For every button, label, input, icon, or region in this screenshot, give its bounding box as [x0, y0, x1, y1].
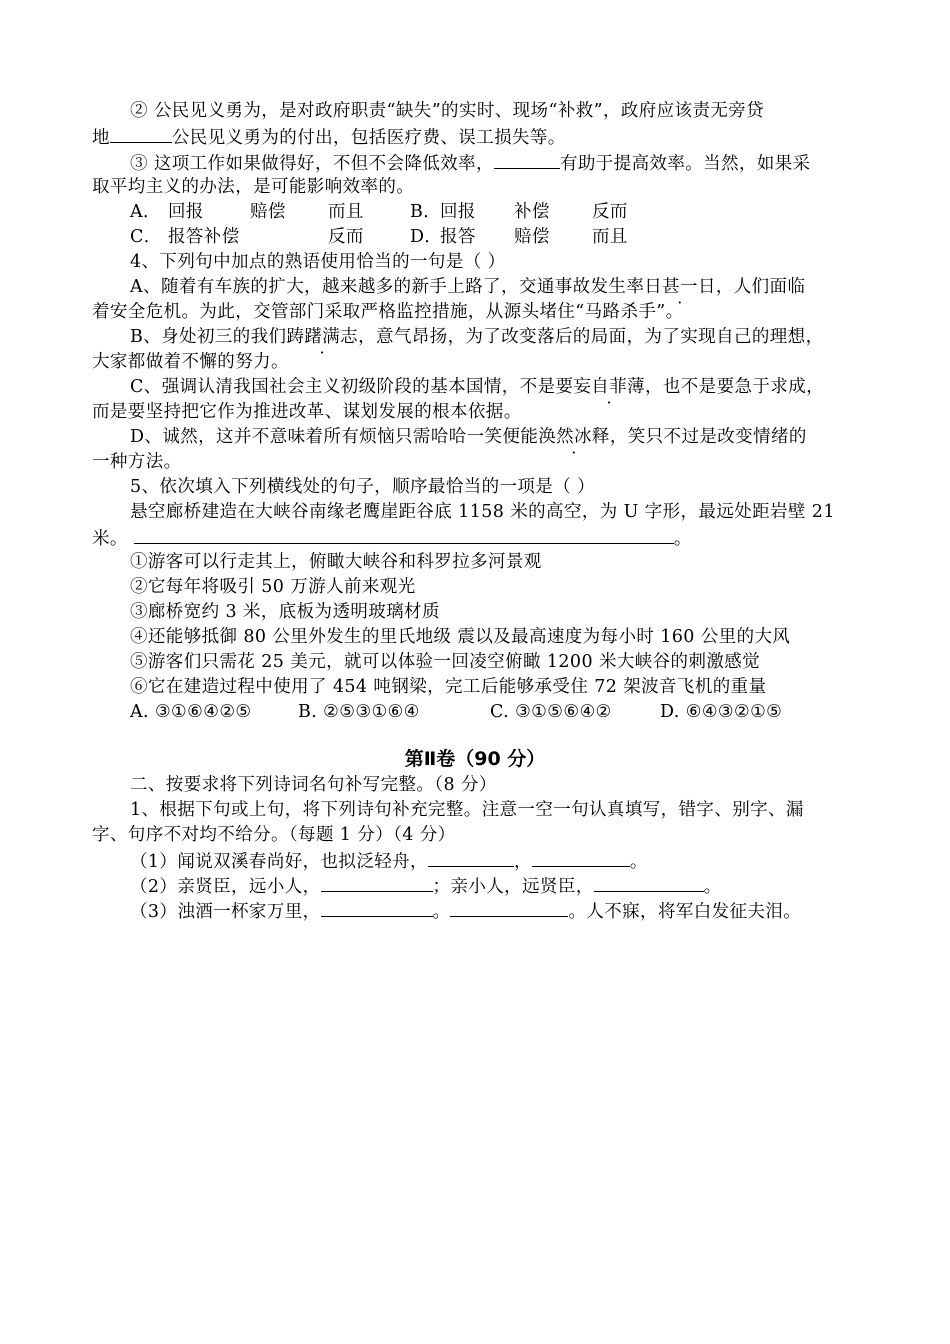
fill-blank[interactable] [494, 150, 560, 169]
part2-q1-text-2: 字、句序不对均不给分。（每题 1 分）（4 分） [92, 825, 456, 845]
fill-blank[interactable] [450, 898, 568, 917]
poem-3-end: 。人不寐，将军白发征夫泪。 [568, 902, 802, 922]
q3-item2-text-b2: 公民见义勇为的付出，包括医疗费、误工损失等。 [171, 128, 566, 148]
poem-3-text: （3）浊酒一杯家万里， [130, 902, 321, 922]
option-letter: D． [410, 227, 443, 247]
poem-line-3 [130, 898, 910, 924]
poem-2-text: （2）亲贤臣，远小人， [130, 877, 321, 897]
fill-blank[interactable] [594, 873, 704, 892]
part2-section-text: 二、按要求将下列诗词名句补写完整。（8 分） [130, 775, 497, 795]
q4-d-text: D、诚然，这并不意味着所有烦恼只需哈哈一笑便能 [130, 427, 539, 447]
poem-3-mid: 。 [432, 902, 451, 922]
q4-a-idiom: 日甚一日 [644, 277, 716, 297]
q3-item2-line2 [92, 124, 872, 150]
q3-item3-text-b: 取平均主义的办法，是可能影响效率的。 [92, 177, 415, 197]
q4-stem [130, 250, 910, 274]
option-word: 回报 [440, 202, 476, 222]
q4-option-d-line1 [130, 425, 910, 449]
q5-item-text: ②它每年将吸引 50 万游人前来观光 [130, 577, 416, 597]
option-letter: A． [130, 202, 161, 222]
q5-item-text: ④还能够抵御 80 公里外发生的里氏地级 震以及最高速度为每小时 160 公里的大风 [130, 627, 791, 647]
q3-options-row2 [130, 225, 910, 249]
part2-section [130, 773, 910, 797]
option-word: 回报 [168, 202, 204, 222]
q3-item2-line1 [130, 99, 910, 123]
q3-item2-text-a: ② 公民见义勇为，是对政府职责“缺失”的实时、现场“补救”，政府应该责无旁贷 [130, 101, 765, 121]
option-letter: C． [130, 227, 162, 247]
option-letter: B． [410, 202, 442, 222]
poem-2-end: 。 [703, 877, 722, 897]
part2-q1-line2 [92, 823, 872, 847]
q4-b-text-2: 大家都做着不懈的努力。 [92, 352, 289, 372]
option-word: 而且 [592, 227, 628, 247]
fill-blank-long[interactable] [134, 525, 674, 544]
fill-blank[interactable] [110, 124, 172, 143]
fill-blank[interactable] [532, 848, 630, 867]
q5-item-text: ③廊桥宽约 3 米，底板为透明玻璃材质 [130, 602, 440, 622]
option-word: 报答 [440, 227, 476, 247]
poem-line-2 [130, 873, 910, 899]
q5-passage-text: 悬空廊桥建造在大峡谷南缘老鹰崖距谷底 1158 米的高空，为 U 字形，最远处距岩壁 21 [130, 502, 835, 522]
q4-stem-text: 4、下列句中加点的熟语使用恰当的一句是（ ） [130, 252, 506, 272]
q5-option: C. ③①⑤⑥④② [490, 702, 612, 722]
q4-option-d-line2 [92, 450, 872, 474]
q4-option-a-line2 [92, 300, 872, 324]
q4-d-text-2: 一种方法。 [92, 452, 182, 472]
poem-line-1 [130, 848, 910, 874]
q4-a-text-2: 着安全危机。为此，交管部门采取严格监控措施，从源头堵住“马路杀手”。 [92, 302, 684, 322]
q5-options [130, 700, 910, 724]
q4-option-b-line2 [92, 350, 872, 374]
q4-b-text: B、身处初三的我们 [130, 327, 287, 347]
q5-passage-text-2: 米。 [92, 529, 128, 549]
q4-c-text: C、强调认清我国社会主义初级阶段的基本国情，不是要 [130, 377, 574, 397]
option-word: 反而 [328, 227, 364, 247]
poem-2-mid: ；亲小人，远贤臣， [432, 877, 594, 897]
q4-c-text-post: ，也不是要急于求成， [645, 377, 824, 397]
q5-item [130, 600, 910, 624]
q4-option-c-line1 [130, 375, 910, 399]
q3-item3-text-a2: 有助于提高效率。当然，如果采 [559, 154, 811, 174]
q4-c-text-2: 而是要坚持把它作为推进改革、谋划发展的根本依据。 [92, 402, 522, 422]
poem-1-sep: ， [513, 852, 532, 872]
q5-item [130, 550, 910, 574]
q4-option-c-line2 [92, 400, 872, 424]
q4-option-a-line1 [130, 275, 910, 299]
q3-item3-text-a1: ③ 这项工作如果做得好，不但不会降低效率， [130, 154, 494, 174]
q3-item3-line1 [130, 150, 910, 176]
q3-item2-text-b1: 地 [92, 128, 110, 148]
q5-stem-text: 5、依次填入下列横线处的句子，顺序最恰当的一项是（ ） [130, 477, 595, 497]
q5-passage-line2 [92, 525, 872, 551]
q3-item3-line2 [92, 175, 872, 199]
fill-blank[interactable] [321, 898, 433, 917]
q4-b-text-post: ，意气昂扬，为了改变落后的局面，为了实现自己的理想， [358, 327, 824, 347]
fill-blank[interactable] [428, 848, 514, 867]
part2-q1-text: 1、根据下句或上句，将下列诗句补充完整。注意一空一句认真填写，错字、别字、漏 [130, 800, 804, 820]
q4-a-text-post: ，人们面临 [715, 277, 806, 297]
q5-item [130, 675, 910, 699]
q4-a-text: A、随着有车族的扩大，越来越多的新手上路了，交通事故发生率 [130, 277, 645, 297]
q5-item-text: ⑤游客们只需花 25 美元，就可以体验一回凌空俯瞰 1200 米大峡谷的刺激感觉 [130, 652, 761, 672]
q5-item [130, 650, 910, 674]
option-word: 反而 [592, 202, 628, 222]
option-word: 赔偿 [250, 202, 286, 222]
poem-1-end: 。 [629, 852, 648, 872]
q3-options-row1 [130, 200, 910, 224]
part2-q1-line1 [130, 798, 910, 822]
q4-c-idiom: 妄自菲薄 [573, 377, 645, 397]
q4-option-b-line1 [130, 325, 910, 349]
q5-passage-end: 。 [673, 529, 692, 549]
q5-option: A. ③①⑥④②⑤ [130, 702, 252, 722]
q5-item-text: ⑥它在建造过程中使用了 454 吨钢梁，完工后能够承受住 72 架波音飞机的重量 [130, 677, 767, 697]
q5-option: B. ②⑤③①⑥④ [298, 702, 420, 722]
option-word: 补偿 [514, 202, 550, 222]
fill-blank[interactable] [321, 873, 433, 892]
q5-item [130, 575, 910, 599]
option-word: 报答补偿 [168, 227, 240, 247]
part2-title: 第Ⅱ卷（90 分） [404, 748, 546, 770]
q5-option: D. ⑥④③②①⑤ [660, 702, 783, 722]
q5-item [130, 625, 910, 649]
option-word: 而且 [328, 202, 364, 222]
q5-item-text: ①游客可以行走其上，俯瞰大峡谷和科罗拉多河景观 [130, 552, 542, 572]
q4-b-idiom: 踌躇满志 [286, 327, 359, 347]
q4-d-idiom: 涣然冰释 [538, 427, 610, 447]
option-word: 赔偿 [514, 227, 550, 247]
q5-stem [130, 475, 910, 499]
q4-d-text-post: ，笑只不过是改变情绪的 [609, 427, 807, 447]
poem-1-text: （1）闻说双溪春尚好，也拟泛轻舟， [130, 852, 428, 872]
q5-passage-line1 [130, 500, 910, 524]
